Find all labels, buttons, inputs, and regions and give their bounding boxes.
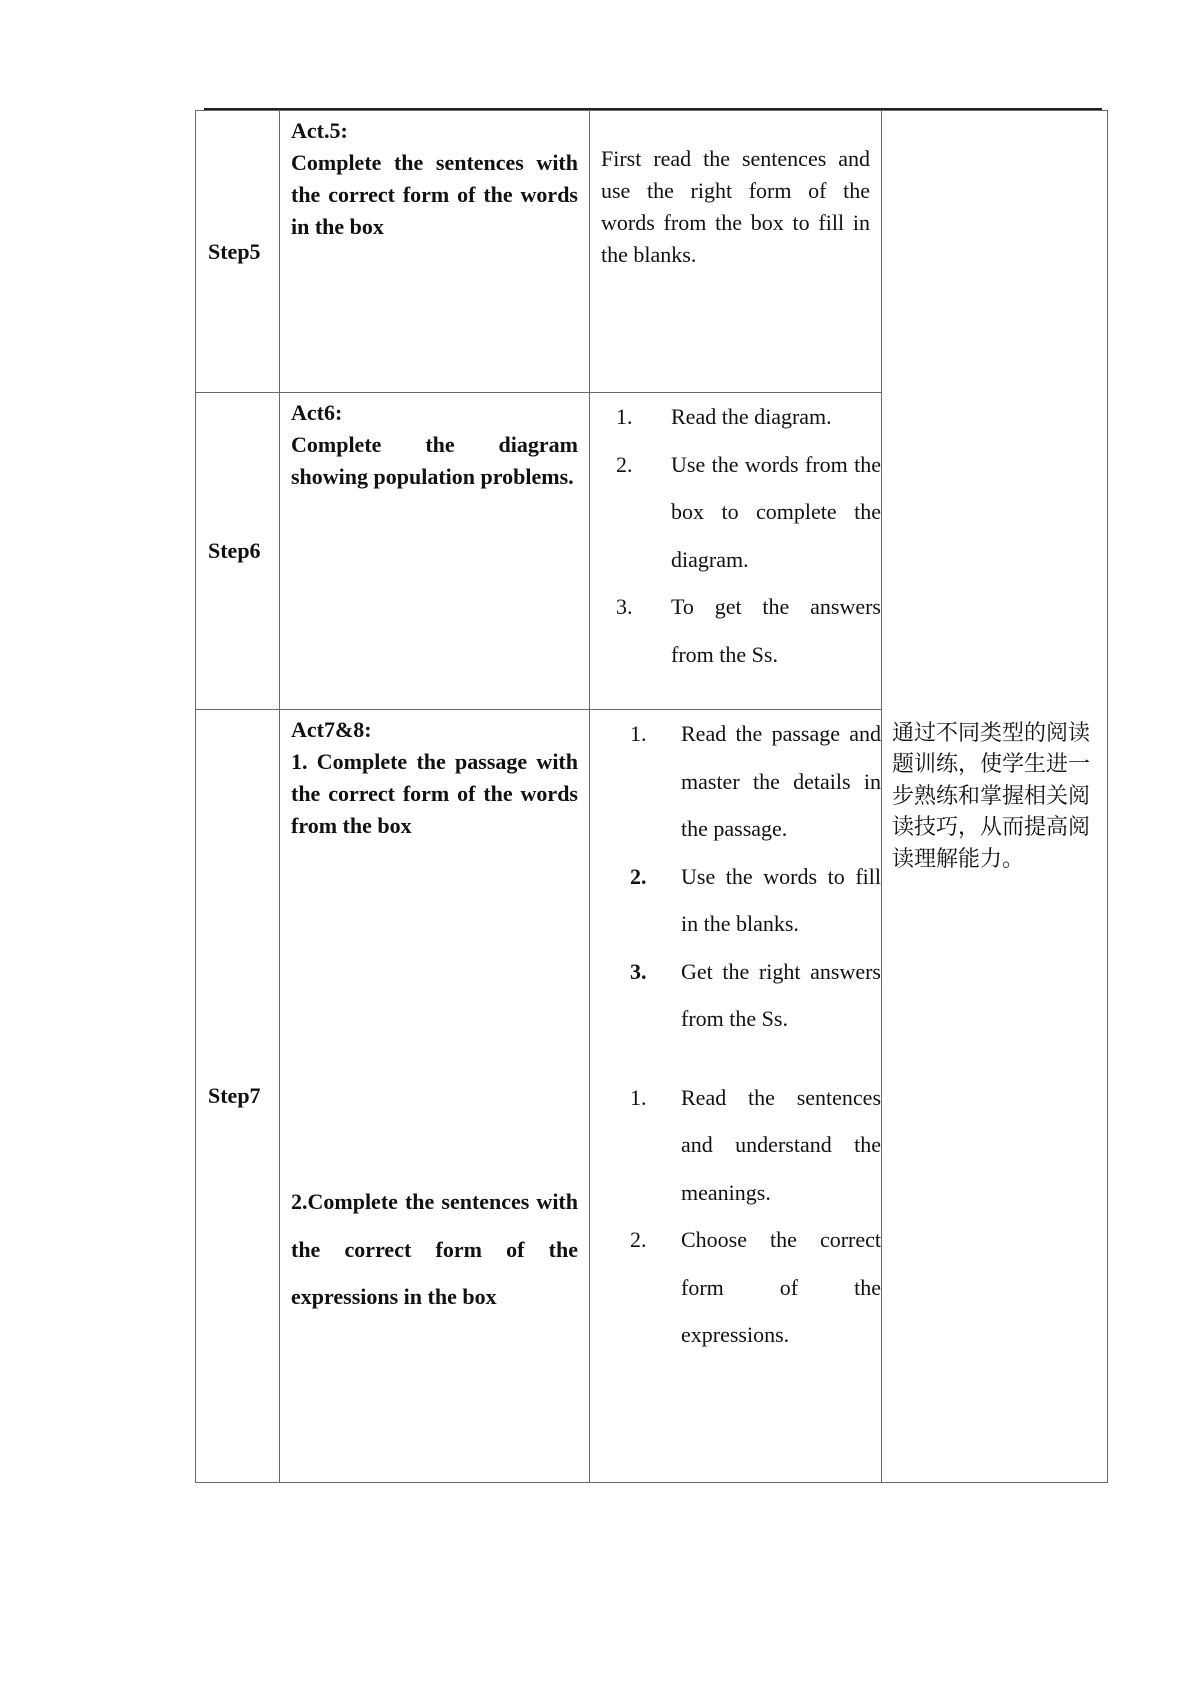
list-item: 3. To get the answers from the Ss. xyxy=(616,594,881,667)
procedure-cell xyxy=(590,111,882,393)
activity-title: Act6: xyxy=(291,400,343,425)
step-label: Step7 xyxy=(196,710,280,1483)
list-item: 3. Get the right answers from the Ss. xyxy=(630,958,881,1031)
goal-cell xyxy=(882,111,1108,1483)
activity-cell xyxy=(280,710,590,1483)
list-item: 2. Use the words from the box to complete the diagram. xyxy=(616,451,881,572)
list-item: 2. Choose the correct form of the expressions. xyxy=(630,1227,881,1347)
activity-cell xyxy=(280,111,590,393)
list-item: 1. Read the sentences and understand the meanings. xyxy=(630,1084,881,1205)
procedure-list xyxy=(590,710,881,1043)
lesson-plan-table xyxy=(195,110,1108,1483)
activity-instruction: Complete the diagram showing population problems. xyxy=(291,432,578,489)
activity-instruction: 1. Complete the passage with the correct form of the words from the box xyxy=(291,749,578,838)
list-item: 1. Read the passage and master the details in the passage. xyxy=(630,721,881,841)
step-label: Step6 xyxy=(196,393,280,710)
list-item: 2. Use the words to fill in the blanks. xyxy=(630,863,881,936)
activity-instruction-2: 2.Complete the sentences with the correct form of the expressions in the box xyxy=(291,1189,578,1309)
goal-text: 通过不同类型的阅读题训练，使学生进一步熟练和掌握相关阅读技巧，从而提高阅读理解能力。 xyxy=(892,720,1091,872)
activity-instruction: Complete the sentences with the correct form of the words in the box xyxy=(291,150,578,239)
procedure-list-2 xyxy=(590,1074,881,1359)
activity-title: Act.5: xyxy=(291,118,348,143)
procedure-cell xyxy=(590,710,882,1483)
activity-title: Act7&8: xyxy=(291,717,372,742)
table-row xyxy=(196,111,1108,393)
procedure-text: First read the sentences and use the right form of the words from the box to fill in the blanks. xyxy=(601,146,870,267)
activity-cell xyxy=(280,393,590,710)
procedure-cell xyxy=(590,393,882,710)
procedure-list xyxy=(590,393,881,678)
list-item: 1. Read the diagram. xyxy=(616,404,832,429)
step-label: Step5 xyxy=(196,111,280,393)
